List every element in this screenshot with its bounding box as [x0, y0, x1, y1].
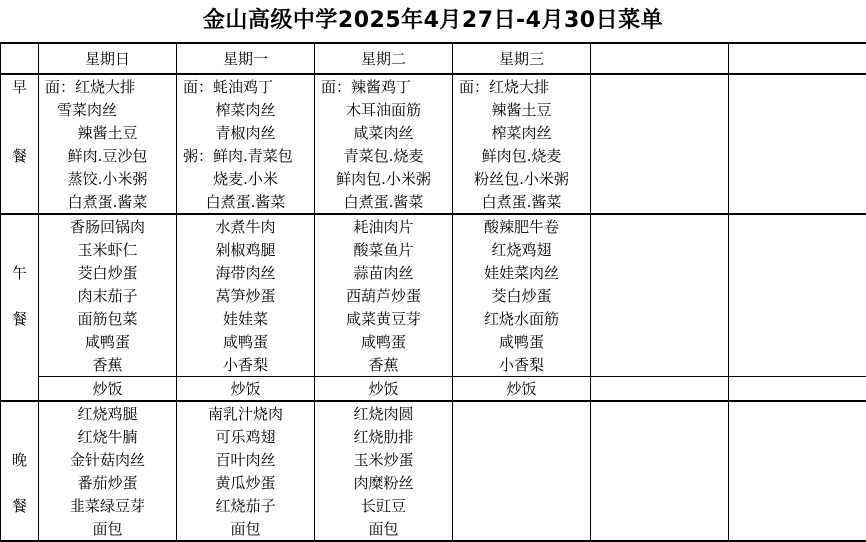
meal-label	[1, 167, 39, 190]
dish-cell: 炒饭	[177, 377, 315, 402]
dish-cell: 咸鸭蛋	[315, 330, 453, 353]
dish-cell	[591, 284, 729, 307]
menu-title: 金山高级中学2025年4月27日-4月30日菜单	[0, 0, 866, 42]
dish-cell	[729, 425, 866, 448]
menu-row	[1, 330, 866, 353]
dish-cell: 雪菜肉丝	[39, 98, 177, 121]
dish-cell: 红烧肉圆	[315, 401, 453, 425]
dish-cell	[729, 98, 866, 121]
meal-label	[1, 425, 39, 448]
meal-label: 餐	[1, 307, 39, 330]
dish-cell: 粉丝包.小米粥	[453, 167, 591, 190]
day-header: 星期日	[39, 43, 177, 74]
dish-cell: 榨菜肉丝	[453, 121, 591, 144]
meal-label	[1, 377, 39, 402]
dish-cell: 咸菜肉丝	[315, 121, 453, 144]
dish-cell: 咸鸭蛋	[39, 330, 177, 353]
header-row	[1, 43, 866, 74]
dish-cell: 炒饭	[39, 377, 177, 402]
dish-cell	[453, 401, 591, 425]
dish-cell: 肉糜粉丝	[315, 471, 453, 494]
dish-cell	[729, 330, 866, 353]
meal-label	[1, 190, 39, 214]
dish-cell: 红烧水面筋	[453, 307, 591, 330]
dish-cell	[729, 261, 866, 284]
dish-cell: 面：辣酱鸡丁	[315, 74, 453, 98]
dish-cell	[453, 471, 591, 494]
dish-cell	[591, 471, 729, 494]
meal-label	[1, 98, 39, 121]
menu-row	[1, 401, 866, 425]
menu-row	[1, 238, 866, 261]
dish-cell: 红烧茄子	[177, 494, 315, 517]
dish-cell	[729, 167, 866, 190]
dish-cell	[591, 448, 729, 471]
dish-cell: 白煮蛋.酱菜	[177, 190, 315, 214]
menu-row	[1, 144, 866, 167]
dish-cell	[591, 494, 729, 517]
menu-row	[1, 517, 866, 541]
dish-cell: 玉米炒蛋	[315, 448, 453, 471]
dish-cell: 可乐鸡翅	[177, 425, 315, 448]
dish-cell	[729, 238, 866, 261]
meal-label: 餐	[1, 494, 39, 517]
dish-cell: 茭白炒蛋	[39, 261, 177, 284]
meal-label: 晚	[1, 448, 39, 471]
dish-cell: 青菜包.烧麦	[315, 144, 453, 167]
dish-cell: 面包	[39, 517, 177, 541]
dish-cell: 酸辣肥牛卷	[453, 214, 591, 238]
dish-cell: 鲜肉包.小米粥	[315, 167, 453, 190]
dish-cell: 蒸饺.小米粥	[39, 167, 177, 190]
dish-cell: 金针菇肉丝	[39, 448, 177, 471]
dish-cell: 白煮蛋.酱菜	[315, 190, 453, 214]
menu-row	[1, 121, 866, 144]
dish-cell	[453, 448, 591, 471]
dish-cell: 鲜肉包.烧麦	[453, 144, 591, 167]
day-header: 星期一	[177, 43, 315, 74]
dish-cell	[591, 167, 729, 190]
dish-cell	[591, 74, 729, 98]
corner-cell	[1, 43, 39, 74]
day-header: 星期二	[315, 43, 453, 74]
dish-cell	[591, 238, 729, 261]
dish-cell: 香蕉	[39, 353, 177, 377]
dish-cell: 番茄炒蛋	[39, 471, 177, 494]
dish-cell: 炒饭	[453, 377, 591, 402]
day-header	[729, 43, 866, 74]
dish-cell: 面：红烧大排	[453, 74, 591, 98]
dish-cell: 红烧肋排	[315, 425, 453, 448]
dish-cell: 面：蚝油鸡丁	[177, 74, 315, 98]
dish-cell	[729, 144, 866, 167]
meal-label: 餐	[1, 144, 39, 167]
menu-row	[1, 425, 866, 448]
dish-cell: 红烧鸡翅	[453, 238, 591, 261]
dish-cell: 咸菜黄豆芽	[315, 307, 453, 330]
dish-cell	[591, 353, 729, 377]
menu-row	[1, 353, 866, 377]
dish-cell	[729, 284, 866, 307]
menu-row	[1, 98, 866, 121]
day-header: 星期三	[453, 43, 591, 74]
dish-cell: 水煮牛肉	[177, 214, 315, 238]
dish-cell: 咸鸭蛋	[177, 330, 315, 353]
menu-row	[1, 494, 866, 517]
dish-cell: 小香梨	[177, 353, 315, 377]
dish-cell: 西葫芦炒蛋	[315, 284, 453, 307]
meal-label	[1, 330, 39, 353]
dish-cell	[591, 214, 729, 238]
day-header	[591, 43, 729, 74]
dish-cell: 香蕉	[315, 353, 453, 377]
dish-cell: 面包	[177, 517, 315, 541]
dish-cell: 炒饭	[315, 377, 453, 402]
dish-cell: 粥：鲜肉.青菜包	[177, 144, 315, 167]
dish-cell	[729, 517, 866, 541]
dish-cell	[729, 214, 866, 238]
dish-cell	[729, 121, 866, 144]
menu-row	[1, 261, 866, 284]
dish-cell: 百叶肉丝	[177, 448, 315, 471]
dish-cell	[729, 471, 866, 494]
dish-cell	[729, 74, 866, 98]
dish-cell: 海带肉丝	[177, 261, 315, 284]
dish-cell: 南乳汁烧肉	[177, 401, 315, 425]
dish-cell: 剁椒鸡腿	[177, 238, 315, 261]
dish-cell	[591, 190, 729, 214]
dish-cell: 青椒肉丝	[177, 121, 315, 144]
dish-cell: 辣酱土豆	[453, 98, 591, 121]
dish-cell: 白煮蛋.酱菜	[39, 190, 177, 214]
dish-cell: 莴笋炒蛋	[177, 284, 315, 307]
dish-cell	[591, 98, 729, 121]
dish-cell: 鲜肉.豆沙包	[39, 144, 177, 167]
dish-cell: 香肠回锅肉	[39, 214, 177, 238]
menu-row	[1, 167, 866, 190]
dish-cell: 娃娃菜肉丝	[453, 261, 591, 284]
dish-cell: 木耳油面筋	[315, 98, 453, 121]
dish-cell	[453, 425, 591, 448]
dish-cell: 玉米虾仁	[39, 238, 177, 261]
dish-cell	[453, 517, 591, 541]
dish-cell	[453, 494, 591, 517]
meal-label	[1, 517, 39, 541]
dish-cell	[591, 144, 729, 167]
meal-label	[1, 471, 39, 494]
dish-cell: 长豇豆	[315, 494, 453, 517]
dish-cell	[729, 448, 866, 471]
meal-label: 早	[1, 74, 39, 98]
dish-cell	[591, 425, 729, 448]
menu-row	[1, 190, 866, 214]
menu-row	[1, 307, 866, 330]
meal-label: 午	[1, 261, 39, 284]
dish-cell	[591, 330, 729, 353]
dish-cell	[591, 517, 729, 541]
dish-cell: 白煮蛋.酱菜	[453, 190, 591, 214]
dish-cell	[729, 377, 866, 402]
meal-label	[1, 401, 39, 425]
menu-row	[1, 471, 866, 494]
dish-cell	[591, 121, 729, 144]
menu-table	[0, 42, 866, 542]
dish-cell	[729, 494, 866, 517]
dish-cell	[729, 190, 866, 214]
dish-cell: 红烧鸡腿	[39, 401, 177, 425]
dish-cell	[729, 353, 866, 377]
dish-cell: 茭白炒蛋	[453, 284, 591, 307]
meal-label	[1, 214, 39, 238]
dish-cell: 酸菜鱼片	[315, 238, 453, 261]
meal-label	[1, 284, 39, 307]
dish-cell: 黄瓜炒蛋	[177, 471, 315, 494]
menu-row	[1, 284, 866, 307]
dish-cell: 榨菜肉丝	[177, 98, 315, 121]
dish-cell	[591, 261, 729, 284]
dish-cell: 娃娃菜	[177, 307, 315, 330]
dish-cell: 面筋包菜	[39, 307, 177, 330]
dish-cell	[591, 401, 729, 425]
dish-cell: 肉末茄子	[39, 284, 177, 307]
dish-cell	[591, 377, 729, 402]
menu-row	[1, 74, 866, 98]
dish-cell: 耗油肉片	[315, 214, 453, 238]
dish-cell: 辣酱土豆	[39, 121, 177, 144]
dish-cell	[729, 401, 866, 425]
meal-label	[1, 121, 39, 144]
meal-label	[1, 238, 39, 261]
dish-cell: 蒜苗肉丝	[315, 261, 453, 284]
dish-cell	[591, 307, 729, 330]
dish-cell: 红烧牛腩	[39, 425, 177, 448]
menu-row	[1, 214, 866, 238]
dish-cell: 面：红烧大排	[39, 74, 177, 98]
dish-cell	[729, 307, 866, 330]
dish-cell: 烧麦.小米	[177, 167, 315, 190]
dish-cell: 咸鸭蛋	[453, 330, 591, 353]
menu-row	[1, 377, 866, 402]
dish-cell: 面包	[315, 517, 453, 541]
dish-cell: 小香梨	[453, 353, 591, 377]
menu-row	[1, 448, 866, 471]
meal-label	[1, 353, 39, 377]
dish-cell: 韭菜绿豆芽	[39, 494, 177, 517]
